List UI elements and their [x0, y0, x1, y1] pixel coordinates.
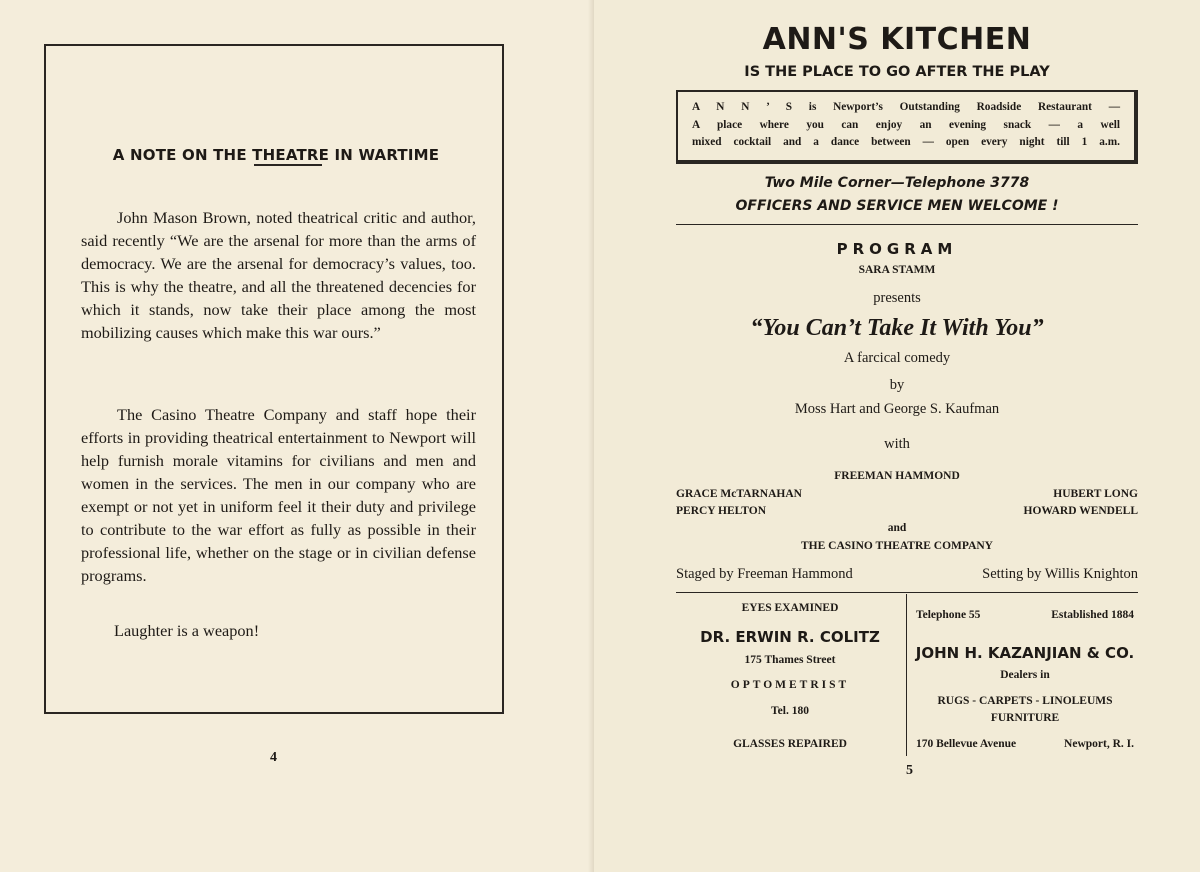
- dealer-address: 170 Bellevue Avenue: [916, 738, 1017, 750]
- setting-by-credit: Setting by Willis Knighton: [982, 566, 1138, 582]
- dealer-ad: [910, 594, 1140, 756]
- page-number-left: 4: [270, 750, 277, 765]
- cast-member: GRACE McTARNAHAN: [676, 488, 802, 500]
- theatre-company: THE CASINO THEATRE COMPANY: [800, 540, 993, 552]
- dealer-top-row: [916, 609, 1134, 621]
- producer-name: SARA STAMM: [858, 264, 936, 276]
- restaurant-ad-line-3: mixed cocktail and a dance between — open every night till 1 a.m.: [692, 136, 1120, 148]
- title-divider: [254, 164, 322, 166]
- optometrist-profession: OPTOMETRIST: [730, 679, 850, 691]
- optometrist-headline: EYES EXAMINED: [741, 602, 839, 614]
- cast-member: HOWARD WENDELL: [1023, 505, 1138, 517]
- dealer-goods: RUGS - CARPETS - LINOLEUMS: [937, 695, 1113, 707]
- dealer-city: Newport, R. I.: [1064, 738, 1134, 750]
- wartime-note-box: [44, 44, 504, 714]
- cast-member: HUBERT LONG: [1053, 488, 1138, 500]
- restaurant-ad-line-2: A place where you can enjoy an evening snack — a well: [692, 118, 1120, 131]
- dealer-goods-2: FURNITURE: [990, 712, 1060, 724]
- dealer-phone: Telephone 55: [916, 609, 981, 621]
- dealer-name: JOHN H. KAZANJIAN & CO.: [915, 644, 1135, 662]
- dealer-address-row: [916, 738, 1134, 750]
- restaurant-ad-line-1: A N N ’ S is Newport’s Outstanding Roadside Restaurant —: [692, 101, 1120, 113]
- staged-by-credit: Staged by Freeman Hammond: [676, 566, 853, 582]
- optometrist-ad: [676, 594, 904, 756]
- cast-member: PERCY HELTON: [676, 505, 767, 517]
- optometrist-name: DR. ERWIN R. COLITZ: [700, 628, 880, 646]
- by-text: by: [889, 377, 905, 393]
- play-authors: Moss Hart and George S. Kaufman: [794, 401, 1000, 417]
- play-title: “You Can’t Take It With You”: [750, 315, 1044, 341]
- optometrist-service: GLASSES REPAIRED: [733, 738, 847, 750]
- restaurant-title: ANN'S KITCHEN: [762, 22, 1032, 57]
- left-page: [0, 0, 594, 872]
- restaurant-subtitle: IS THE PLACE TO GO AFTER THE PLAY: [744, 64, 1050, 80]
- note-paragraph-2: The Casino Theatre Company and staff hope their efforts in providing theatrical entertainment to Newport will help furnish morale vitamins for civilians and men and women in the services. The men in our company who are exempt or not yet in uniform feel it their duty and privilege to contribute to the war effort as fully as possible in their professional life, whether on the stage or in civilian defense programs.: [81, 405, 476, 585]
- dealer-dealers-in: Dealers in: [1000, 669, 1050, 681]
- section-divider-top: [676, 224, 1138, 225]
- program-heading: PROGRAM: [836, 240, 958, 258]
- restaurant-welcome: OFFICERS AND SERVICE MEN WELCOME !: [735, 198, 1059, 214]
- restaurant-location: Two Mile Corner—Telephone 3778: [764, 175, 1030, 191]
- dealer-established: Established 1884: [1051, 609, 1134, 621]
- presents-text: presents: [873, 290, 921, 306]
- optometrist-address: 175 Thames Street: [744, 654, 836, 666]
- page-number-right: 5: [906, 763, 913, 778]
- note-paragraph-1: John Mason Brown, noted theatrical critic and author, said recently “We are the arsenal for more than the arms of democracy. We are the arsenal for democracy’s values, too. This is why the theatre, and all the threatened decencies for which it stands, now take their place among the most mobilizing causes which make this war ours.”: [81, 208, 476, 342]
- right-page: [594, 0, 1200, 872]
- optometrist-phone: Tel. 180: [771, 705, 809, 717]
- restaurant-ad-box: [676, 90, 1138, 164]
- with-text: with: [884, 436, 910, 452]
- ad-column-divider: [906, 594, 907, 756]
- note-paragraph-3: Laughter is a weapon!: [114, 621, 260, 640]
- lead-actor: FREEMAN HAMMOND: [834, 470, 960, 482]
- and-text: and: [887, 522, 907, 534]
- section-divider-bottom: [676, 592, 1138, 593]
- play-genre: A farcical comedy: [843, 350, 951, 366]
- note-title: A NOTE ON THE THEATRE IN WARTIME: [112, 146, 440, 164]
